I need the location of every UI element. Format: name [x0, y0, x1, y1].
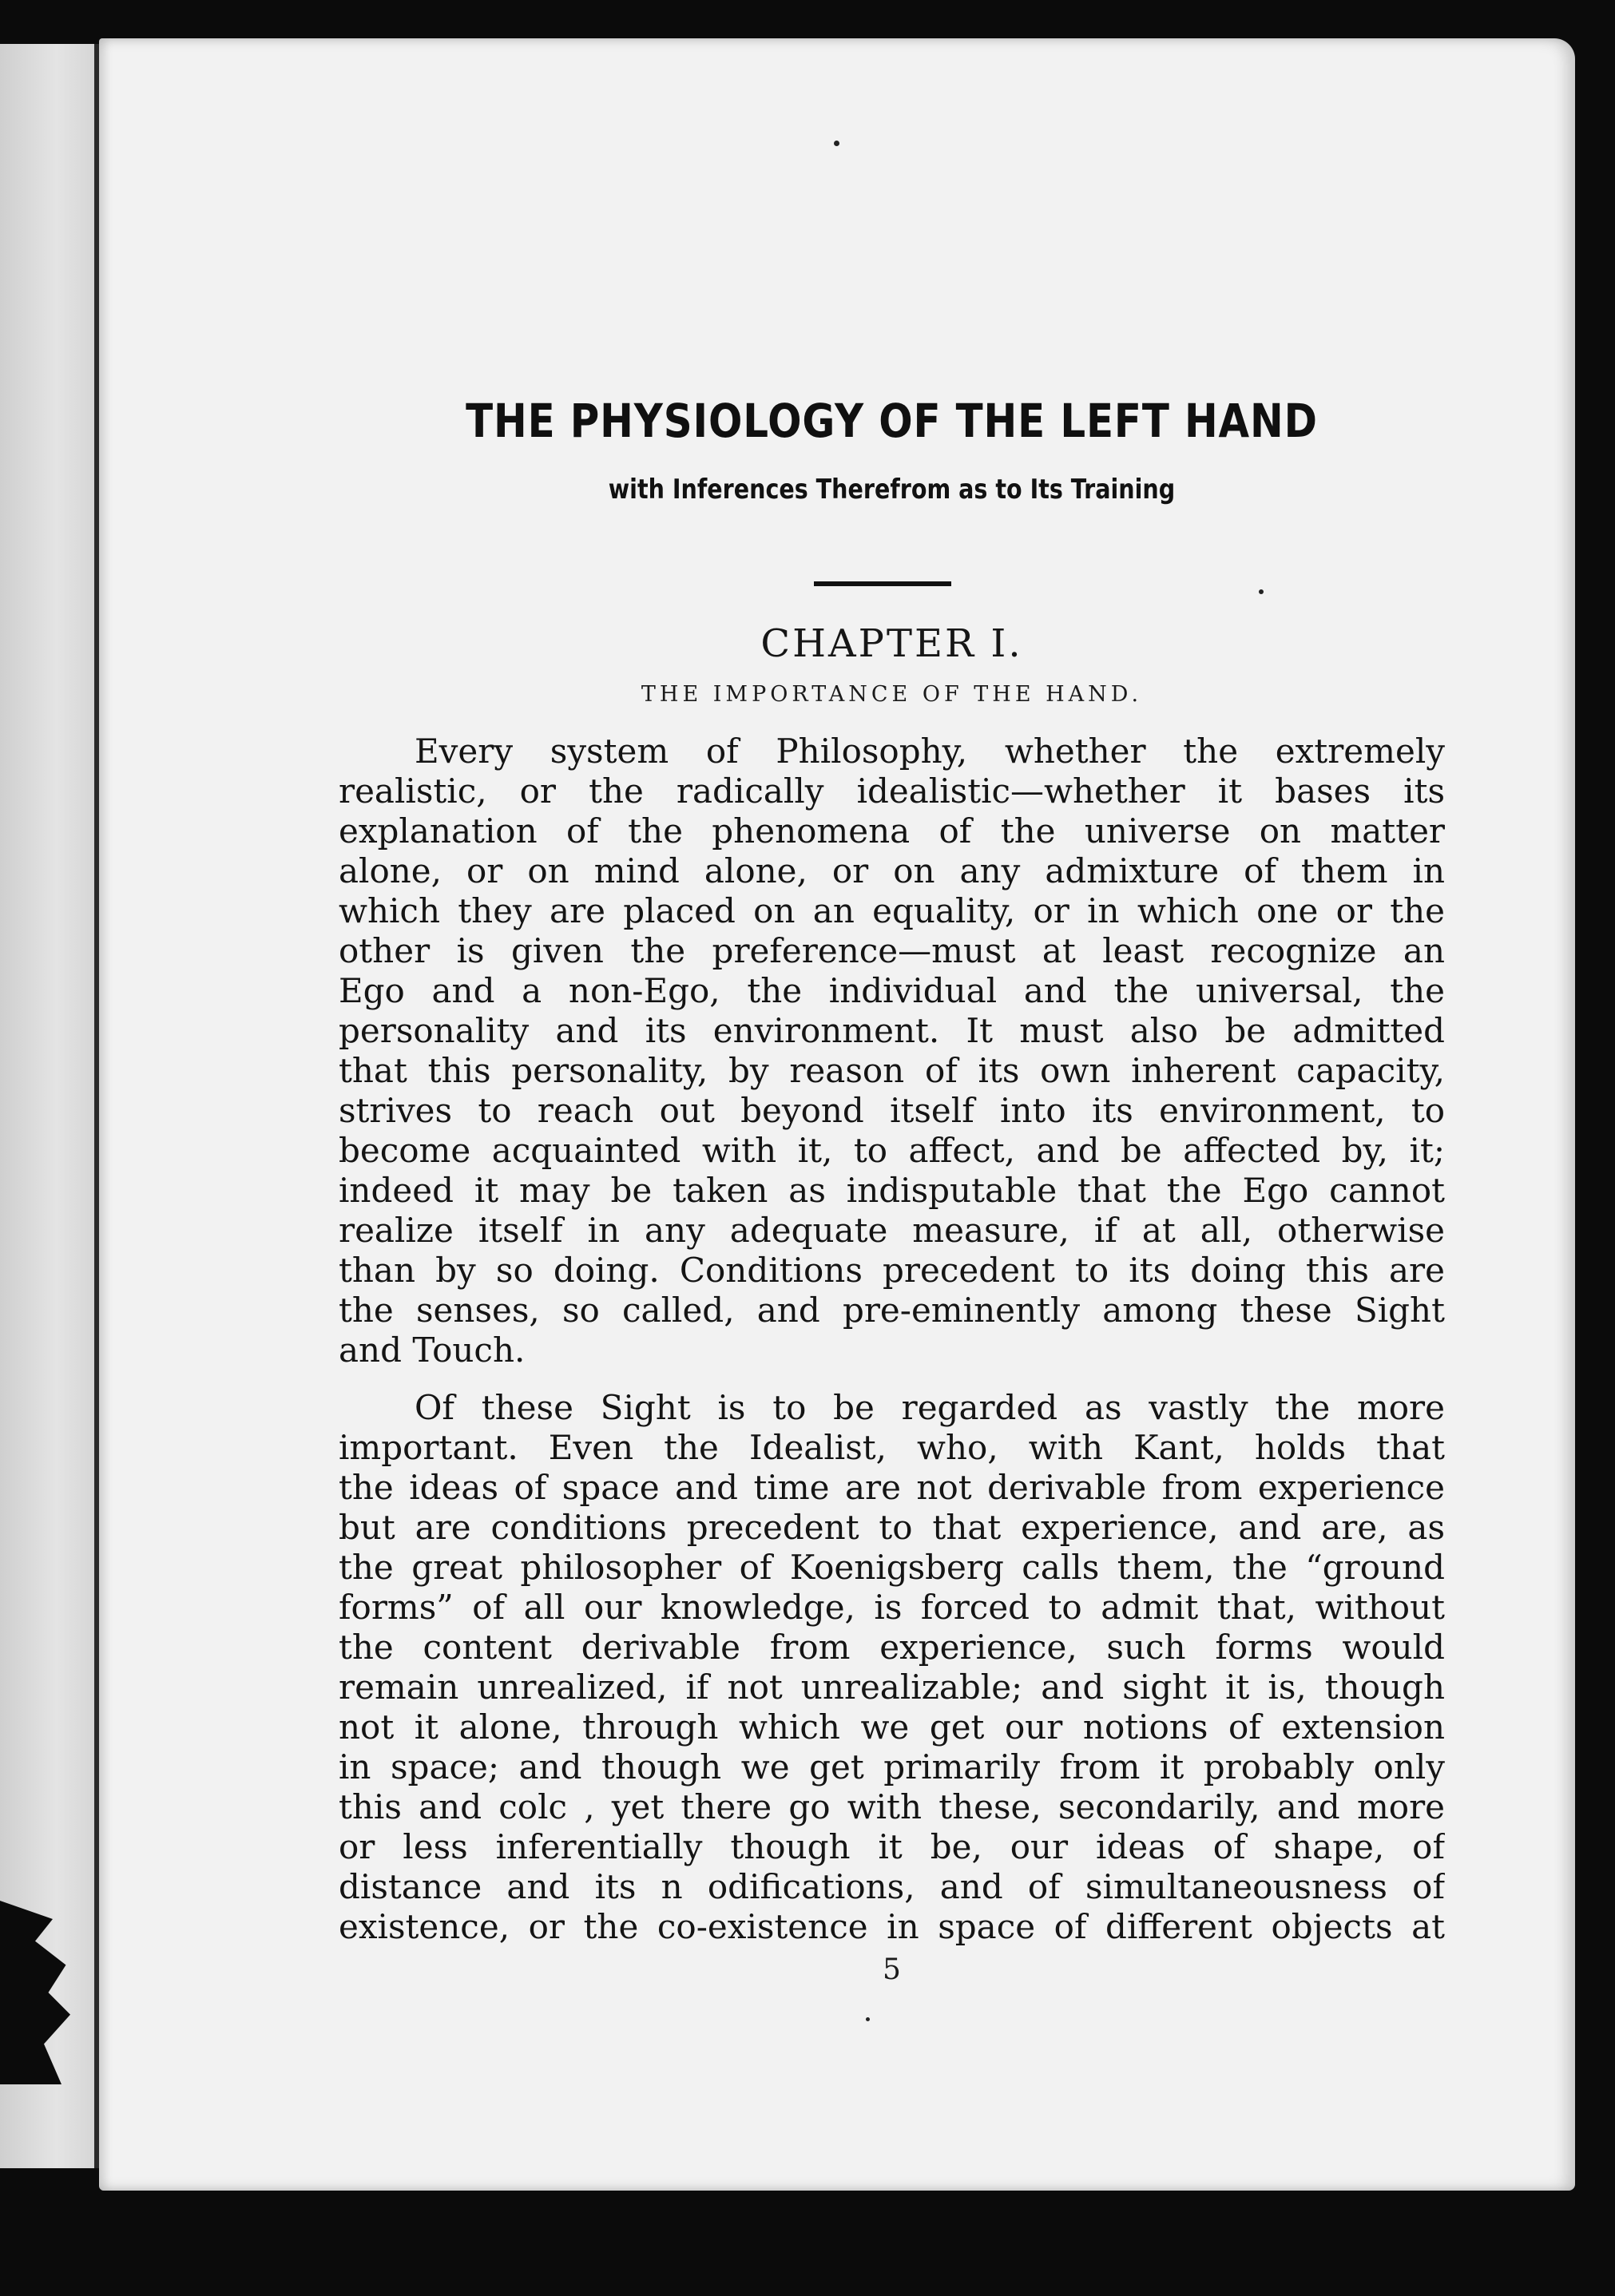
ink-speck — [834, 141, 839, 146]
book-page — [99, 38, 1575, 2191]
text-line: the senses, so called, and pre-eminently among these Sight — [339, 1291, 1445, 1330]
text-line: realize itself in any adequate measure, if at all, otherwise — [339, 1211, 1445, 1250]
book-subtitle: with Inferences Therefrom as to Its Training — [608, 474, 1176, 506]
chapter-heading: CHAPTER I. — [760, 621, 1023, 666]
text-line: other is given the preference—must at least recognize an — [339, 931, 1445, 970]
text-line: but are conditions precedent to that experience, and are, as — [339, 1508, 1445, 1547]
text-line: this and colc , yet there go with these, secondarily, and more — [339, 1787, 1445, 1826]
text-line: Every system of Philosophy, whether the extremely — [415, 732, 1445, 771]
text-line: the great philosopher of Koenigsberg calls them, the “ground — [339, 1548, 1445, 1587]
text-line: forms” of all our knowledge, is forced to admit that, without — [339, 1588, 1445, 1627]
text-line: important. Even the Idealist, who, with Kant, holds that — [339, 1428, 1445, 1467]
text-line: become acquainted with it, to affect, and be affected by, it; — [339, 1131, 1445, 1170]
text-line: explanation of the phenomena of the universe on matter — [339, 811, 1445, 851]
text-line: which they are placed on an equality, or in which one or the — [339, 891, 1445, 930]
text-line: existence, or the co-existence in space of different objects at — [339, 1907, 1445, 1946]
title-rule — [814, 581, 951, 586]
text-line: Of these Sight is to be regarded as vastly the more — [415, 1388, 1445, 1427]
text-line: personality and its environment. It must also be admitted — [339, 1011, 1445, 1050]
text-line: remain unrealized, if not unrealizable; and sight it is, though — [339, 1667, 1445, 1707]
text-line: in space; and though we get primarily from it probably only — [339, 1747, 1445, 1786]
facing-page-edge — [0, 44, 99, 2168]
text-line: realistic, or the radically idealistic—whether it bases its — [339, 771, 1445, 811]
text-line: strives to reach out beyond itself into its environment, to — [339, 1091, 1445, 1130]
text-line: not it alone, through which we get our notions of extension — [339, 1707, 1445, 1747]
text-line: the content derivable from experience, such forms would — [339, 1628, 1445, 1667]
page-number: 5 — [883, 1953, 901, 1986]
text-line: and Touch. — [339, 1330, 526, 1370]
text-line: alone, or on mind alone, or on any admixture of them in — [339, 851, 1445, 890]
text-line: indeed it may be taken as indisputable that the Ego cannot — [339, 1171, 1445, 1210]
text-line: distance and its n odifications, and of simultaneousness of — [339, 1867, 1445, 1906]
text-line: Ego and a non-Ego, the individual and the universal, the — [339, 971, 1445, 1010]
ink-speck — [1259, 589, 1264, 594]
text-line: than by so doing. Conditions precedent to its doing this are — [339, 1251, 1445, 1290]
text-line: that this personality, by reason of its own inherent capacity, — [339, 1051, 1445, 1090]
ink-speck — [866, 2017, 870, 2021]
chapter-subheading: THE IMPORTANCE OF THE HAND. — [641, 682, 1143, 707]
text-line: the ideas of space and time are not derivable from experience — [339, 1468, 1445, 1507]
text-line: or less inferentially though it be, our ideas of shape, of — [339, 1827, 1445, 1866]
book-title: THE PHYSIOLOGY OF THE LEFT HAND — [466, 394, 1318, 448]
